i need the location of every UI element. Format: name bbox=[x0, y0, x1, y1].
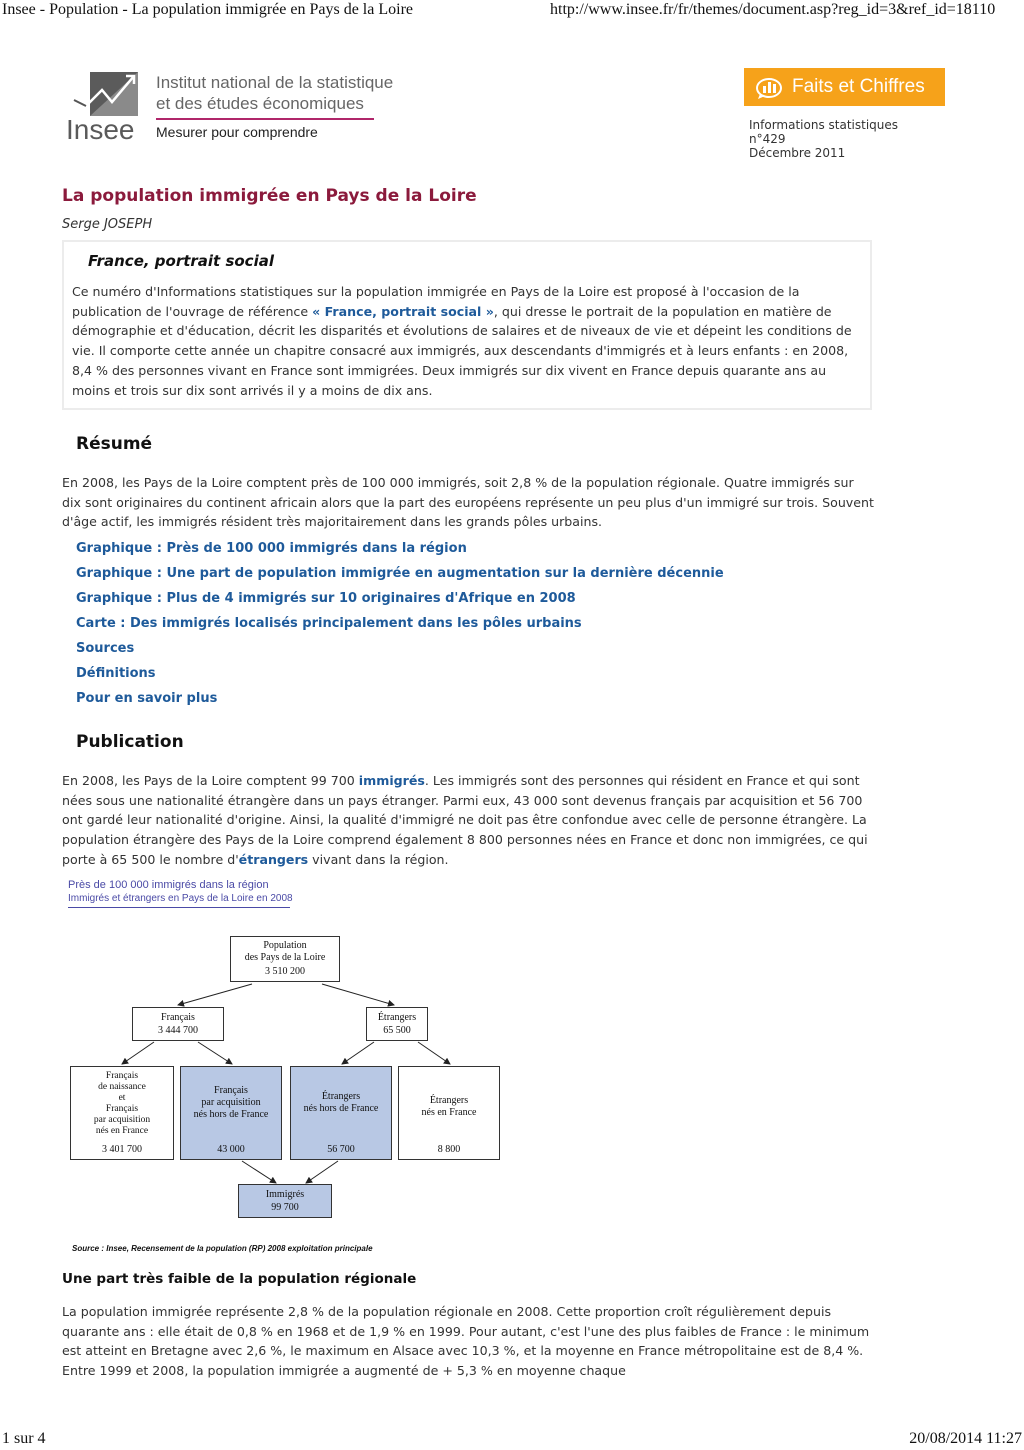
publication-text-part-3: vivant dans la région. bbox=[308, 851, 449, 867]
diagram-subtitle: Immigrés et étrangers en Pays de la Loire en 2008 bbox=[68, 893, 293, 904]
print-header-title: Insee - Population - La population immigrée en Pays de la Loire bbox=[2, 1, 413, 18]
toc-link-graphique-3[interactable]: Graphique : Plus de 4 immigrés sur 10 originaires d'Afrique en 2008 bbox=[76, 591, 576, 606]
immigres-link[interactable]: immigrés bbox=[358, 773, 425, 788]
logo-motto: Mesurer pour comprendre bbox=[156, 124, 318, 140]
logo-wordmark: Insee bbox=[66, 114, 135, 145]
arrow-francais-acquisition bbox=[198, 1042, 232, 1064]
institute-name bbox=[156, 72, 393, 114]
node-immigres bbox=[238, 1184, 332, 1218]
insee-emblem-icon bbox=[68, 70, 142, 120]
toc-link-pour-en-savoir-plus[interactable]: Pour en savoir plus bbox=[76, 691, 218, 706]
node-etrangers-nes-france-value: 8 800 bbox=[437, 1144, 461, 1155]
arrow-hors-immigres bbox=[306, 1161, 338, 1183]
node-francais-naissance-value: 3 401 700 bbox=[102, 1144, 142, 1155]
section-2-heading: Une part très faible de la population régionale bbox=[62, 1271, 417, 1287]
print-header bbox=[0, 0, 1024, 22]
logo-divider bbox=[156, 118, 374, 120]
print-footer-page: 1 sur 4 bbox=[2, 1430, 46, 1447]
intro-box-text bbox=[72, 282, 862, 400]
publication-text-part-2: . Les immigrés sont des personnes qui résident en France et qui sont nées sous une nationalité étrangère dans un pays étranger. Parmi eux, 43 000 sont devenus français par acquisition et 56 700 ont gardé leur nationalité d'origine. Ainsi, la qualité d'immigré ne doit pas être confondue avec celle de personne étrangère. La population étrangère des Pays de la Loire comprend également 8 800 personnes nées en France et donc non immigrées, ce qui porte à 65 500 le nombre d' bbox=[62, 773, 868, 867]
node-francais-value: 3 444 700 bbox=[158, 1025, 198, 1036]
print-footer bbox=[0, 1428, 1024, 1450]
publication-heading: Publication bbox=[76, 732, 184, 752]
arrow-etrangers-france bbox=[418, 1042, 450, 1064]
toc-link-graphique-1[interactable]: Graphique : Près de 100 000 immigrés dans la région bbox=[76, 541, 467, 556]
insee-logo[interactable] bbox=[64, 66, 424, 146]
arrow-population-etrangers bbox=[322, 984, 394, 1005]
node-population-value: 3 510 200 bbox=[265, 966, 305, 977]
node-francais-acquisition-value: 43 000 bbox=[217, 1144, 245, 1155]
print-header-url: http://www.insee.fr/fr/themes/document.asp?reg_id=3&ref_id=18110 bbox=[550, 1, 996, 18]
badge-label: Faits et Chiffres bbox=[792, 76, 925, 97]
intro-box bbox=[62, 240, 872, 410]
node-francais-acquisition bbox=[180, 1066, 282, 1160]
publication-info bbox=[749, 118, 898, 160]
publication-text-part-1: En 2008, les Pays de la Loire comptent 99 700 bbox=[62, 773, 359, 788]
diagram-title: Près de 100 000 immigrés dans la région bbox=[68, 879, 269, 891]
node-etrangers-value: 65 500 bbox=[383, 1025, 411, 1036]
node-etrangers-hors-france-label: Étrangers nés hors de France bbox=[303, 1091, 379, 1114]
intro-text-part-1: Ce numéro d'Informations statistiques sur la population immigrée en Pays de la Loire est proposé à l'occasion de la publication de l'ouvrage de référence bbox=[72, 284, 800, 319]
immigres-diagram bbox=[62, 876, 512, 1256]
institute-line-1: Institut national de la statistique bbox=[156, 73, 394, 92]
node-francais-label: Français bbox=[161, 1012, 195, 1023]
node-population bbox=[230, 936, 340, 982]
publication-series: Informations statistiques bbox=[749, 118, 899, 132]
arrow-population-francais bbox=[178, 984, 252, 1005]
node-immigres-value: 99 700 bbox=[271, 1202, 299, 1213]
node-etrangers-label: Étrangers bbox=[377, 1012, 417, 1023]
node-etrangers-hors-france-value: 56 700 bbox=[327, 1144, 355, 1155]
node-etrangers-nes-france-label: Étrangers nés en France bbox=[421, 1095, 477, 1118]
etrangers-link[interactable]: étrangers bbox=[238, 851, 309, 867]
toc-link-carte[interactable]: Carte : Des immigrés localisés principalement dans les pôles urbains bbox=[76, 616, 582, 631]
node-etrangers bbox=[366, 1007, 428, 1041]
intro-text-part-2: , qui dresse le portrait de la population en matière de démographie et d'éducation, décrit les disparités et évolutions de salaires et de niveaux de vie et dépeint les conditions de vie. Il comporte cette année un chapitre consacré aux immigrés, aux descendants d'immigrés et à leurs enfants : en 2008, 8,4 % des personnes vivant en France sont immigrées. Deux immigrés sur dix vivent en France depuis quarante ans au moins et trois sur dix sont arrivés il y a moins de dix ans. bbox=[72, 303, 852, 398]
node-immigres-label: Immigrés bbox=[265, 1189, 305, 1200]
node-francais-naissance-label: Français de naissance et Français par acquisition nés en France bbox=[93, 1071, 151, 1136]
publication-text bbox=[62, 771, 874, 870]
toc-link-graphique-2[interactable]: Graphique : Une part de population immigrée en augmentation sur la dernière décennie bbox=[76, 566, 724, 581]
institute-line-2: et des études économiques bbox=[156, 94, 364, 113]
france-portrait-social-link[interactable]: « France, portrait social » bbox=[312, 303, 494, 319]
resume-text: En 2008, les Pays de la Loire comptent près de 100 000 immigrés, soit 2,8 % de la population régionale. Quatre immigrés sur dix sont originaires du continent africain alors que la part des européens représente un peu plus d'un immigré sur trois. Souvent d'âge actif, les immigrés résident très majoritairement dans les grands pôles urbains. bbox=[62, 475, 874, 530]
toc-list bbox=[76, 541, 724, 716]
article-author: Serge JOSEPH bbox=[62, 217, 153, 232]
print-footer-datetime: 20/08/2014 11:27 bbox=[909, 1430, 1022, 1447]
arrow-etrangers-hors bbox=[342, 1042, 374, 1064]
resume-heading: Résumé bbox=[76, 434, 153, 454]
diagram-source: Source : Insee, Recensement de la population (RP) 2008 exploitation principale bbox=[72, 1244, 373, 1253]
faits-et-chiffres-badge[interactable] bbox=[744, 68, 945, 106]
arrow-francais-naissance bbox=[122, 1042, 154, 1064]
toc-link-sources[interactable]: Sources bbox=[76, 641, 135, 656]
toc-link-definitions[interactable]: Définitions bbox=[76, 666, 156, 681]
chart-bubble-icon bbox=[756, 75, 784, 99]
node-etrangers-nes-france bbox=[398, 1066, 500, 1160]
node-francais-acquisition-label: Français par acquisition nés hors de France bbox=[193, 1085, 269, 1120]
arrow-acquisition-immigres bbox=[242, 1161, 276, 1183]
article-title: La population immigrée en Pays de la Loire bbox=[62, 186, 477, 206]
node-population-label: Population des Pays de la Loire bbox=[244, 940, 326, 963]
publication-date: Décembre 2011 bbox=[749, 146, 846, 160]
intro-box-heading: France, portrait social bbox=[88, 252, 274, 270]
section-2-text: La population immigrée représente 2,8 % de la population régionale en 2008. Cette proportion croît régulièrement depuis quarante ans : elle était de 0,8 % en 1968 et de 1,9 % en 1999. Pour autant, c'est l'une des plus faibles de France : le minimum est atteint en Bretagne avec 2,6 %, le maximum en Alsace avec 10,3 %, et la moyenne en France métropolitaine est de 8,4 %. Entre 1999 et 2008, la population immigrée a augmenté de + 5,3 % en moyenne chaque bbox=[62, 1304, 870, 1379]
publication-number: n°429 bbox=[749, 132, 786, 146]
node-etrangers-hors-france bbox=[290, 1066, 392, 1160]
node-francais bbox=[132, 1007, 224, 1041]
node-francais-naissance bbox=[70, 1066, 174, 1160]
